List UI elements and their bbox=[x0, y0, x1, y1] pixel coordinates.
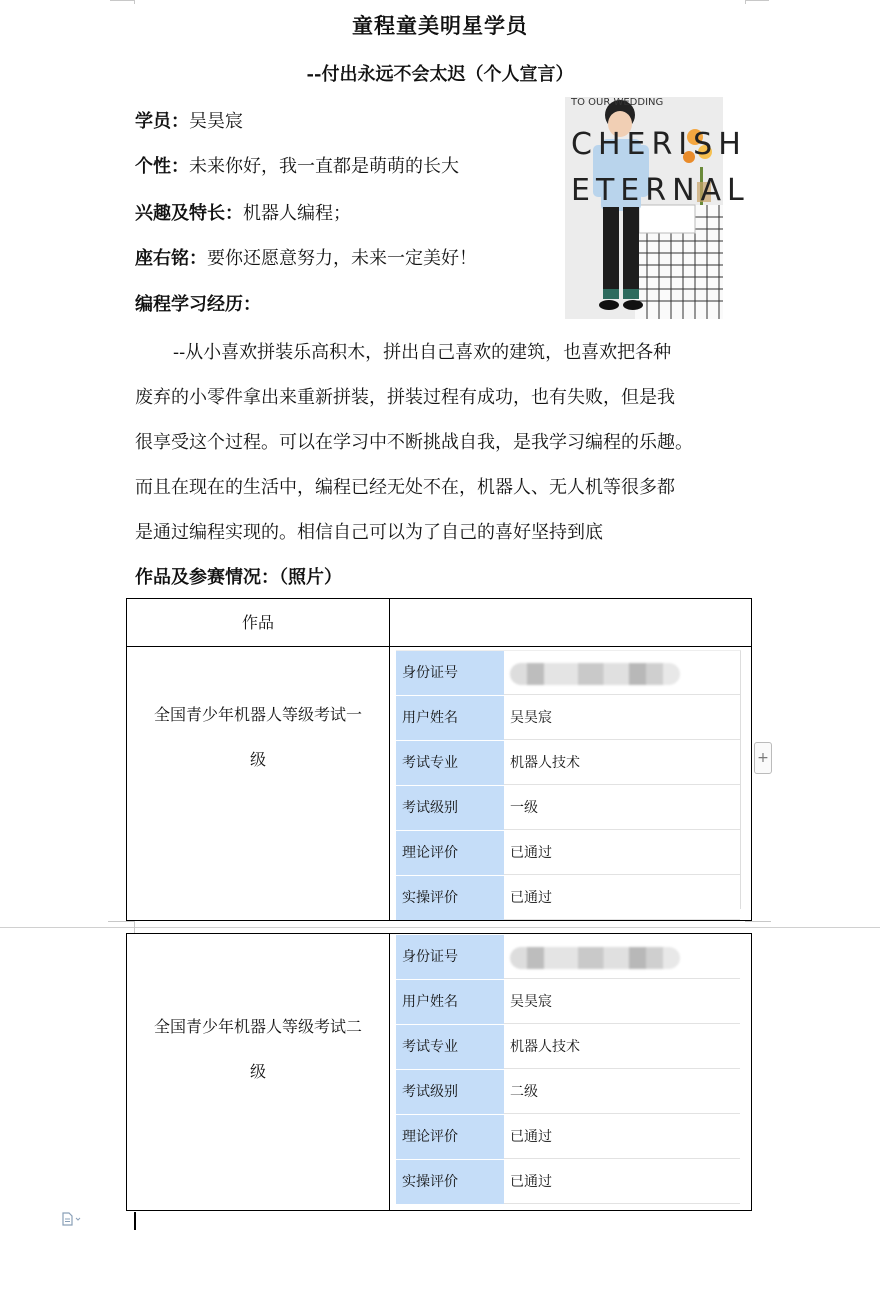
photo-caption-top: TO OUR WEDDING bbox=[571, 97, 664, 108]
profile-label: 兴趣及特长： bbox=[135, 203, 243, 224]
cert-key: 用户姓名 bbox=[396, 696, 504, 740]
certificate-card-1 bbox=[396, 650, 741, 909]
cert-key: 实操评价 bbox=[396, 1160, 504, 1204]
document-icon-glyph bbox=[62, 1212, 82, 1226]
cert-value: 机器人技术 bbox=[504, 1025, 740, 1069]
cert-key: 理论评价 bbox=[396, 1115, 504, 1159]
paragraph-line: --从小喜欢拼装乐高积木，拼出自己喜欢的建筑，也喜欢把各种 bbox=[173, 342, 672, 363]
cert-key: 考试专业 bbox=[396, 741, 504, 785]
paragraph-line: 是通过编程实现的。相信自己可以为了自己的喜好坚持到底 bbox=[135, 522, 603, 543]
page-corner-mark bbox=[745, 921, 771, 922]
cert-key: 身份证号 bbox=[396, 935, 504, 979]
add-row-button[interactable]: + bbox=[754, 742, 772, 774]
document-icon[interactable] bbox=[62, 1212, 74, 1227]
page-corner-mark bbox=[745, 0, 769, 1]
cert-value: 已通过 bbox=[504, 1115, 740, 1159]
cert-row-major bbox=[396, 1025, 740, 1070]
document-title: 童程童美明星学员 bbox=[352, 13, 528, 38]
cert-value: 已通过 bbox=[504, 876, 740, 920]
profile-label: 座右铭： bbox=[135, 248, 207, 269]
cert-value: 吴昊宸 bbox=[504, 696, 740, 740]
cert-value: 二级 bbox=[504, 1070, 740, 1114]
profile-label: 学员： bbox=[135, 111, 189, 132]
cert-key: 身份证号 bbox=[396, 651, 504, 695]
text-cursor bbox=[134, 1212, 136, 1230]
profile-interests bbox=[135, 199, 351, 225]
cert-value-id-blurred bbox=[504, 651, 740, 695]
paragraph-line: 而且在现在的生活中，编程已经无处不在，机器人、无人机等很多都 bbox=[135, 477, 675, 498]
profile-personality bbox=[135, 152, 459, 178]
cert-value-id-blurred bbox=[504, 935, 740, 979]
experience-heading bbox=[135, 290, 261, 316]
works-heading-text: 作品及参赛情况：（照片） bbox=[135, 567, 342, 588]
cert-value: 已通过 bbox=[504, 831, 740, 875]
cert-row-level bbox=[396, 786, 740, 831]
redacted-id-blur bbox=[510, 947, 680, 969]
cert-row-id bbox=[396, 935, 740, 980]
experience-paragraph bbox=[135, 330, 747, 555]
page-corner-mark bbox=[134, 0, 135, 4]
cert-key: 考试级别 bbox=[396, 1070, 504, 1114]
cert-row-name bbox=[396, 980, 740, 1025]
table-header-works: 作品 bbox=[241, 613, 274, 632]
cert-value: 吴昊宸 bbox=[504, 980, 740, 1024]
cert-key: 理论评价 bbox=[396, 831, 504, 875]
work-name-line2: 级 bbox=[249, 750, 266, 769]
page-break-line bbox=[0, 927, 880, 928]
page-corner-mark bbox=[108, 921, 134, 922]
work-name-line2: 级 bbox=[249, 1062, 266, 1081]
profile-student bbox=[135, 107, 243, 133]
profile-value: 要你还愿意努力，未来一定美好！ bbox=[207, 248, 477, 269]
cert-value: 一级 bbox=[504, 786, 740, 830]
cert-value: 机器人技术 bbox=[504, 741, 740, 785]
profile-motto bbox=[135, 244, 477, 270]
cert-row-practice bbox=[396, 1160, 740, 1205]
document-subtitle: --付出永远不会太迟（个人宣言） bbox=[306, 64, 574, 85]
cert-row-name bbox=[396, 696, 740, 741]
page-corner-mark bbox=[745, 0, 746, 4]
page-corner-mark bbox=[110, 0, 134, 1]
cert-key: 考试级别 bbox=[396, 786, 504, 830]
cert-key: 考试专业 bbox=[396, 1025, 504, 1069]
profile-value: 机器人编程； bbox=[243, 203, 351, 224]
cert-key: 实操评价 bbox=[396, 876, 504, 920]
profile-value: 未来你好，我一直都是萌萌的长大 bbox=[189, 156, 459, 177]
cert-row-level bbox=[396, 1070, 740, 1115]
photo-caption-line1: CHERISH bbox=[571, 127, 747, 162]
experience-heading-text: 编程学习经历： bbox=[135, 294, 261, 315]
profile-label: 个性： bbox=[135, 156, 189, 177]
paragraph-line: 废弃的小零件拿出来重新拼装，拼装过程有成功，也有失败，但是我 bbox=[135, 387, 675, 408]
student-photo bbox=[565, 97, 750, 319]
work-name-line1: 全国青少年机器人等级考试二 bbox=[153, 1017, 362, 1036]
photo-caption-line2: ETERNAL bbox=[571, 173, 750, 208]
cert-value: 已通过 bbox=[504, 1160, 740, 1204]
cert-row-theory bbox=[396, 1115, 740, 1160]
cert-row-major bbox=[396, 741, 740, 786]
cert-row-theory bbox=[396, 831, 740, 876]
paragraph-line: 很享受这个过程。可以在学习中不断挑战自我，是我学习编程的乐趣。 bbox=[135, 432, 693, 453]
cert-row-id bbox=[396, 651, 740, 696]
profile-value: 吴昊宸 bbox=[189, 111, 243, 132]
redacted-id-blur bbox=[510, 663, 680, 685]
works-heading bbox=[135, 563, 342, 589]
cert-key: 用户姓名 bbox=[396, 980, 504, 1024]
certificate-card-2 bbox=[396, 935, 740, 1205]
work-name-line1: 全国青少年机器人等级考试一 bbox=[153, 705, 362, 724]
cert-row-practice bbox=[396, 876, 740, 921]
